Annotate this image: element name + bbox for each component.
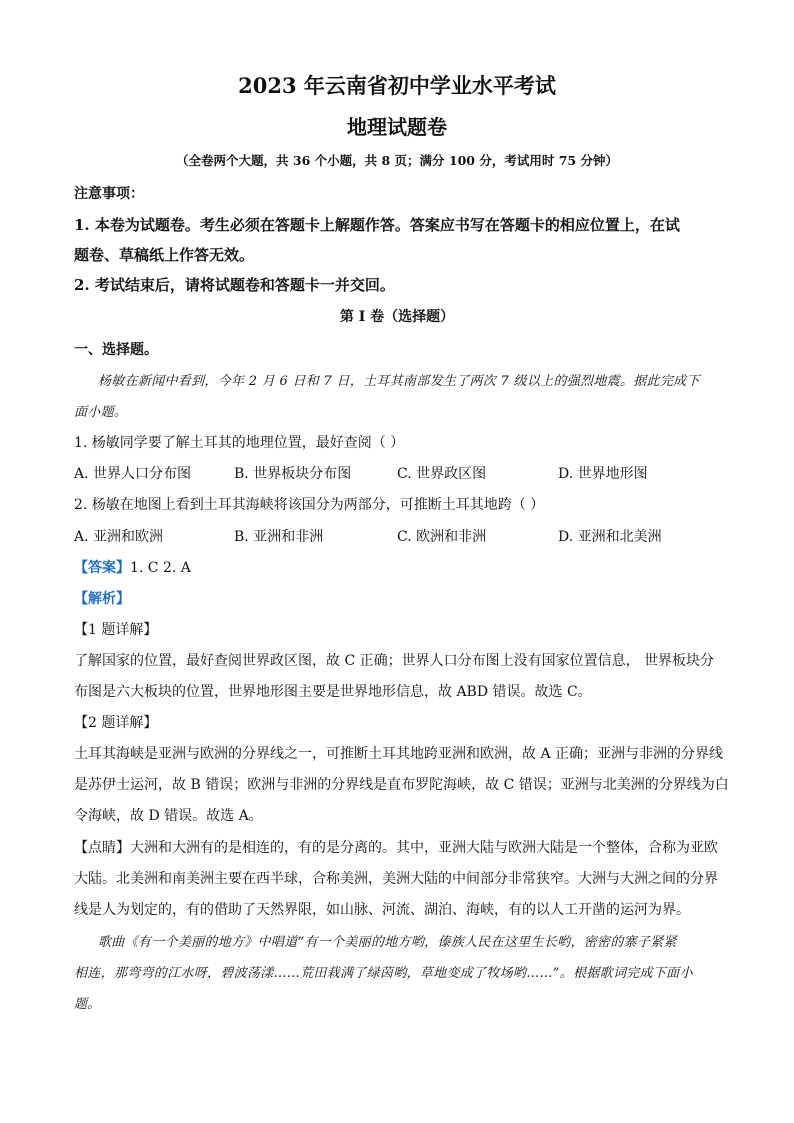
analysis-tag: 【解析】 xyxy=(74,591,130,607)
question-2-option-a: A. 亚洲和欧洲 xyxy=(74,529,164,545)
section-title: 第 I 卷（选择题） xyxy=(339,309,455,325)
tip-line-2: 大陆。北美洲和南美洲主要在西半球，合称美洲，美洲大陆的中间部分非常狭窄。大洲与大洲之间的分界 xyxy=(74,871,718,887)
question-2-option-d: D. 亚洲和北美洲 xyxy=(558,529,662,545)
exam-subtitle: 地理试题卷 xyxy=(347,115,447,139)
tip-text-1: 大洲和大洲有的是相连的，有的是分离的。其中，亚洲大陆与欧洲大陆是一个整体，合称为亚欧 xyxy=(130,840,718,856)
tip-line-3: 线是人为划定的，有的借助了天然界限，如山脉、河流、湖泊、海峡，有的以人工开凿的运河为界。 xyxy=(74,902,690,918)
stem-2-line-1: 歌曲《有一个美丽的地方》中唱道“有一个美丽的地方哟，傣族人民在这里生长哟，密密的寨子紧紧 xyxy=(98,935,677,950)
question-1: 1. 杨敏同学要了解土耳其的地理位置，最好查阅（ ） xyxy=(74,435,405,451)
question-2-option-c: C. 欧洲和非洲 xyxy=(397,529,487,545)
detail-2-tag: 【2 题详解】 xyxy=(74,715,158,731)
exam-info: （全卷两个大题，共 36 个小题，共 8 页；满分 100 分，考试用时 75 分钟） xyxy=(176,153,618,168)
question-1-option-a: A. 世界人口分布图 xyxy=(74,466,192,482)
question-1-option-c: C. 世界政区图 xyxy=(397,466,487,482)
answer-text: 1. C 2. A xyxy=(130,560,191,576)
answer-line xyxy=(74,557,191,577)
part-heading: 一、选择题。 xyxy=(74,342,158,358)
note-item-1-line-1: 1. 本卷为试题卷。考生必须在答题卡上解题作答。答案应书写在答题卡的相应位置上，在试 xyxy=(74,216,680,234)
question-1-option-d: D. 世界地形图 xyxy=(558,466,648,482)
stem-1-line-2: 面小题。 xyxy=(74,405,128,420)
answer-tag: 【答案】 xyxy=(74,560,130,576)
notes-heading: 注意事项： xyxy=(74,186,144,202)
exam-title: 2023 年云南省初中学业水平考试 xyxy=(238,73,556,98)
stem-2-line-2: 相连，那弯弯的江水呀，碧波荡漾……荒田栽满了绿茵哟，草地变成了牧场哟……”。根据歌词完成下面小 xyxy=(74,966,693,981)
detail-1-tag: 【1 题详解】 xyxy=(74,622,158,638)
question-2: 2. 杨敏在地图上看到土耳其海峡将该国分为两部分，可推断土耳其地跨（ ） xyxy=(74,497,545,513)
detail-1-line-2: 布图是六大板块的位置，世界地形图主要是世界地形信息，故 ABD 错误。故选 C。 xyxy=(74,684,592,700)
question-1-option-b: B. 世界板块分布图 xyxy=(234,466,352,482)
tip-line-1 xyxy=(74,837,718,857)
detail-1-line-1: 了解国家的位置，最好查阅世界政区图，故 C 正确；世界人口分布图上没有国家位置信息， 世界板块分 xyxy=(74,653,715,669)
detail-2-line-3: 令海峡，故 D 错误。故选 A。 xyxy=(74,808,263,824)
note-item-2: 2. 考试结束后，请将试题卷和答题卡一并交回。 xyxy=(74,276,395,294)
detail-2-line-2: 是苏伊士运河，故 B 错误；欧洲与非洲的分界线是直布罗陀海峡，故 C 错误；亚洲与北美洲的分界线为白 xyxy=(74,777,729,793)
tip-tag: 【点睛】 xyxy=(74,840,130,856)
question-2-option-b: B. 亚洲和非洲 xyxy=(234,529,324,545)
note-item-1-line-2: 题卷、草稿纸上作答无效。 xyxy=(74,246,255,264)
stem-1-line-1: 杨敏在新闻中看到，今年 2 月 6 日和 7 日，土耳其南部发生了两次 7 级以上的强烈地震。据此完成下 xyxy=(98,374,700,389)
stem-2-line-3: 题。 xyxy=(74,997,101,1012)
detail-2-line-1: 土耳其海峡是亚洲与欧洲的分界线之一，可推断土耳其地跨亚洲和欧洲，故 A 正确；亚洲与非洲的分界线 xyxy=(74,746,724,762)
